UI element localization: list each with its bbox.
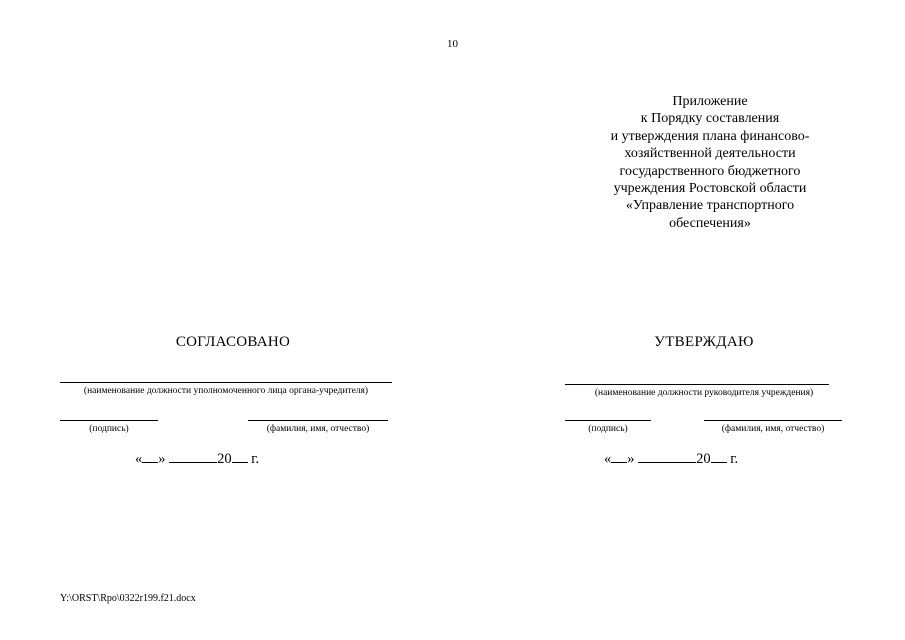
date-close-quote: » — [627, 451, 635, 467]
agreed-heading: СОГЛАСОВАНО — [175, 334, 291, 350]
appendix-line: хозяйственной деятельности — [624, 146, 796, 162]
date-close-quote: » — [158, 451, 166, 467]
date-day-blank — [611, 449, 627, 463]
approve-signature-caption: (подпись) — [588, 424, 628, 434]
appendix-line: «Управление транспортного — [625, 198, 795, 214]
appendix-line: государственного бюджетного — [619, 163, 801, 179]
agreed-name-caption: (фамилия, имя, отчество) — [266, 424, 370, 434]
appendix-note — [580, 93, 840, 232]
file-path-footer: Y:\ORST\Rpo\0322r199.f21.docx — [60, 593, 196, 604]
agreed-signature-line — [60, 420, 158, 421]
page-number: 10 — [447, 38, 458, 50]
date-year-suffix: г. — [730, 451, 739, 467]
appendix-line: и утверждения плана финансово- — [610, 128, 810, 144]
date-month-blank — [169, 449, 217, 463]
date-year-blank — [711, 449, 727, 463]
approve-signature-line — [565, 420, 651, 421]
approve-name-caption: (фамилия, имя, отчество) — [721, 424, 825, 434]
date-year-suffix: г. — [251, 451, 260, 467]
approve-heading: УТВЕРЖДАЮ — [654, 334, 754, 350]
appendix-line: обеспечения» — [669, 215, 751, 231]
date-open-quote: « — [135, 451, 143, 467]
approve-date — [604, 449, 738, 468]
date-day-blank — [142, 449, 158, 463]
agreed-position-line — [60, 382, 392, 383]
date-year-blank — [232, 449, 248, 463]
appendix-line: к Порядку составления — [640, 111, 780, 127]
appendix-line: учреждения Ростовской области — [613, 181, 807, 197]
date-month-blank — [638, 449, 696, 463]
date-year-prefix: 20 — [217, 451, 232, 467]
approve-position-line — [565, 384, 829, 385]
approve-position-caption: (наименование должности руководителя учреждения) — [594, 388, 814, 398]
agreed-signature-caption: (подпись) — [89, 424, 129, 434]
date-open-quote: « — [604, 451, 612, 467]
agreed-position-caption: (наименование должности уполномоченного лица органа-учредителя) — [83, 386, 369, 396]
date-year-prefix: 20 — [696, 451, 711, 467]
approve-name-line — [704, 420, 842, 421]
appendix-line: Приложение — [672, 94, 748, 109]
agreed-date — [135, 449, 259, 468]
agreed-name-line — [248, 420, 388, 421]
